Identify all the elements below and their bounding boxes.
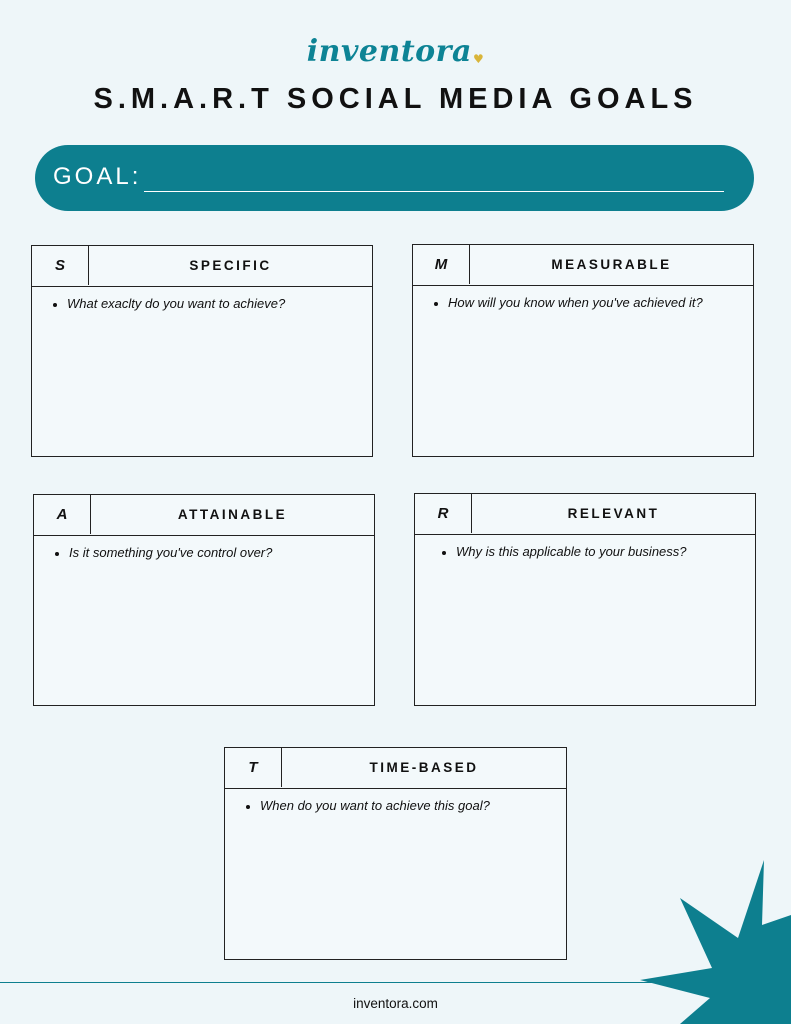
- card-prompt-list: [413, 295, 703, 310]
- card-specific: [31, 245, 373, 457]
- card-header: [415, 494, 755, 535]
- card-prompt-list: [415, 544, 687, 559]
- goal-input-line[interactable]: [144, 191, 724, 192]
- footer-website: inventora.com: [353, 996, 438, 1011]
- card-title: ATTAINABLE: [177, 507, 288, 522]
- card-title: MEASURABLE: [551, 257, 672, 272]
- card-measurable: [412, 244, 754, 457]
- card-prompt: • Is it something you've control over?: [69, 545, 272, 560]
- card-prompt: • Why is this applicable to your business?: [456, 544, 687, 559]
- card-header: [34, 495, 374, 536]
- card-header: [32, 246, 372, 287]
- card-time-based: [224, 747, 567, 960]
- card-header: [225, 748, 566, 789]
- brand-logo: [0, 34, 791, 69]
- goal-bar: [35, 145, 754, 211]
- heart-icon: ♥: [472, 52, 485, 66]
- card-title: SPECIFIC: [189, 258, 272, 273]
- card-letter: S: [32, 246, 89, 285]
- page-title: S.M.A.R.T SOCIAL MEDIA GOALS: [93, 83, 698, 115]
- card-letter: T: [225, 748, 282, 787]
- goal-label: GOAL:: [53, 163, 142, 190]
- card-letter: R: [415, 494, 472, 533]
- logo-text: inventora: [306, 34, 472, 69]
- footer-divider: [0, 982, 680, 983]
- card-header: [413, 245, 753, 286]
- card-prompt: • How will you know when you've achieved it?: [448, 295, 703, 310]
- card-letter: A: [34, 495, 91, 534]
- card-prompt-list: [32, 296, 285, 311]
- card-prompt: • When do you want to achieve this goal?: [260, 798, 490, 813]
- card-prompt-list: [34, 545, 272, 560]
- starburst-decoration: [640, 860, 791, 1024]
- card-title: TIME-BASED: [369, 760, 479, 775]
- card-attainable: [33, 494, 375, 706]
- card-relevant: [414, 493, 756, 706]
- card-title: RELEVANT: [567, 506, 660, 521]
- card-prompt-list: [225, 798, 490, 813]
- card-letter: M: [413, 245, 470, 284]
- card-prompt: • What exaclty do you want to achieve?: [67, 296, 285, 311]
